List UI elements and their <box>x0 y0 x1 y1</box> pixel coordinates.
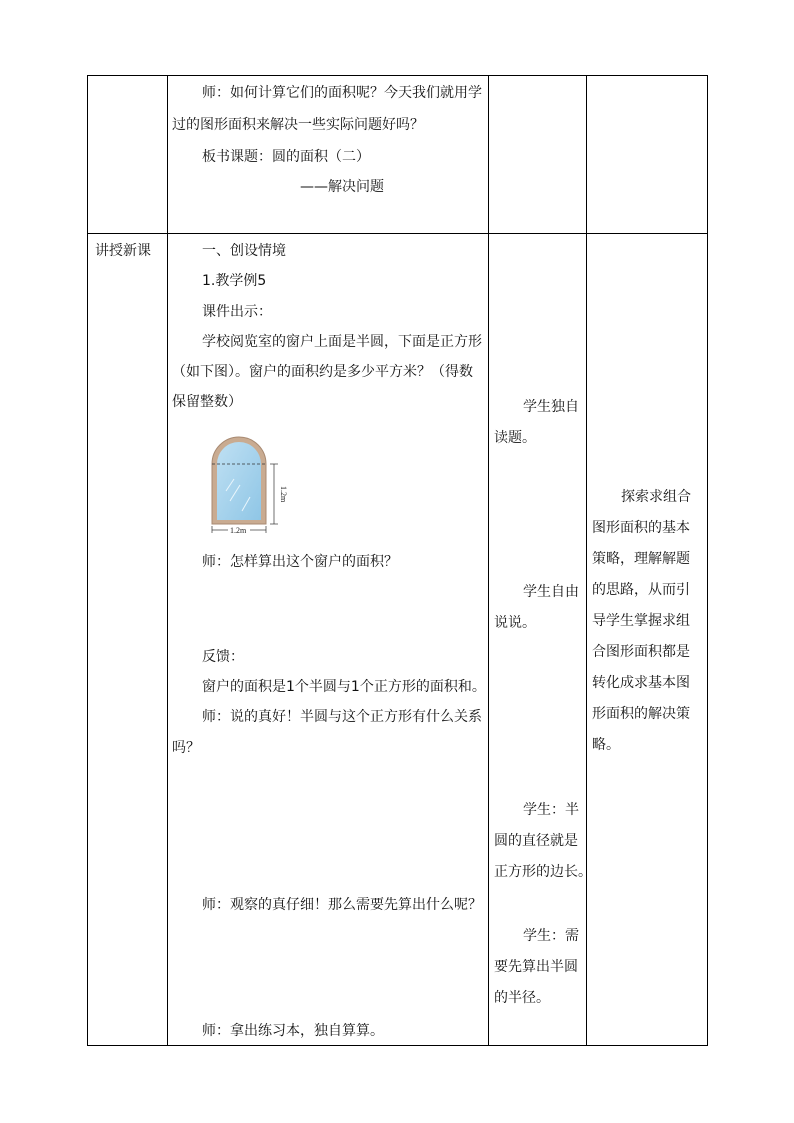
lesson-plan-table <box>87 75 708 1046</box>
height-label: 1.2m <box>279 486 288 503</box>
example-title: 1.教学例5 <box>202 273 267 289</box>
row1-col2-cell <box>168 76 489 234</box>
design-intent-line1: 探索求组合 <box>621 489 691 505</box>
design-intent-line3: 策略，理解解题 <box>592 551 690 567</box>
feedback-label: 反馈： <box>202 649 244 665</box>
table-row <box>88 76 708 234</box>
design-intent-line9: 略。 <box>592 737 620 753</box>
teacher-instruction: 师：拿出练习本，独自算算。 <box>202 1023 384 1039</box>
student-activity-4b: 要先算出半圆 <box>494 959 578 975</box>
board-subtitle: ——解决问题 <box>300 179 384 195</box>
student-activity-3a: 学生：半 <box>523 802 579 818</box>
problem-line2: （如下图）。窗户的面积约是多少平方米？（得数 <box>172 364 473 380</box>
teacher-praise-line1: 师：说的真好！半圆与这个正方形有什么关系 <box>202 709 482 725</box>
problem-line3: 保留整数） <box>172 394 242 410</box>
teacher-question-area: 师：怎样算出这个窗户的面积？ <box>202 554 398 570</box>
row2-col1-cell <box>88 234 168 1046</box>
courseware-label: 课件出示： <box>202 304 272 320</box>
student-activity-3b: 圆的直径就是 <box>494 833 578 849</box>
width-label: 1.2m <box>230 526 247 535</box>
student-activity-1b: 读题。 <box>494 430 536 446</box>
design-intent-line8: 形面积的解决策 <box>592 706 690 722</box>
student-activity-4a: 学生：需 <box>523 928 579 944</box>
design-intent-line7: 转化成求基本图 <box>592 675 690 691</box>
teacher-question-line2: 过的图形面积来解决一些实际问题好吗？ <box>172 117 424 133</box>
board-title: 板书课题：圆的面积（二） <box>202 149 370 165</box>
design-intent-line5: 导学生掌握求组 <box>592 613 690 629</box>
section-heading: 一、创设情境 <box>202 243 286 259</box>
student-activity-2a: 学生自由 <box>523 584 579 600</box>
design-intent-line2: 图形面积的基本 <box>592 520 690 536</box>
window-diagram <box>206 431 292 535</box>
student-activity-2b: 说说。 <box>494 615 536 631</box>
row1-col4-cell <box>587 76 708 234</box>
feedback-answer: 窗户的面积是1个半圆与1个正方形的面积和。 <box>202 679 486 695</box>
teacher-question-next: 师：观察的真仔细！那么需要先算出什么呢？ <box>202 897 482 913</box>
problem-line1: 学校阅览室的窗户上面是半圆，下面是正方形 <box>202 334 482 350</box>
row1-col3-cell <box>489 76 587 234</box>
design-intent-line6: 合图形面积都是 <box>592 644 690 660</box>
row2-col4-cell <box>587 234 708 1046</box>
row2-col3-cell <box>489 234 592 1046</box>
design-intent-line4: 的思路，从而引 <box>592 582 690 598</box>
student-activity-3c: 正方形的边长。 <box>494 864 592 880</box>
row2-col2-cell <box>168 234 489 1046</box>
section-label: 讲授新课 <box>95 243 151 259</box>
student-activity-4c: 的半径。 <box>494 990 550 1006</box>
student-activity-1a: 学生独自 <box>523 399 579 415</box>
window-figure <box>206 431 292 535</box>
teacher-praise-line2: 吗？ <box>172 740 200 756</box>
row1-col1-cell <box>88 76 168 234</box>
teacher-question-line1: 师：如何计算它们的面积呢？今天我们就用学 <box>202 85 482 101</box>
table-row <box>88 234 708 1046</box>
